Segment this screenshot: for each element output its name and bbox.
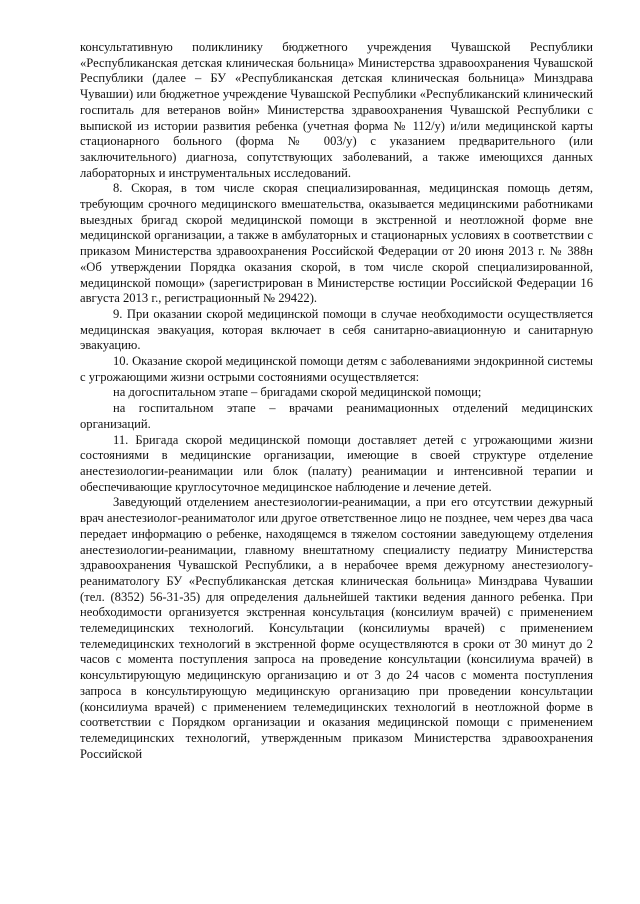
paragraph-item-10: 10. Оказание скорой медицинской помощи детям с заболеваниями эндокринной системы с угрожающими жизни острыми состояниями осуществляется:	[80, 354, 593, 384]
paragraph-head-of-department: Заведующий отделением анестезиологии-реанимации, а при его отсутствии дежурный врач анестезиолог-реаниматолог или другое ответственное лицо не позднее, чем через два часа передает информацию о ребенке, находящемся в тяжелом состоянии заведующему отделения анестезиологии-реанимации, главному внештатному специалисту педиатру Министерства здравоохранения Чувашской Республики, а в нерабочее время дежурному анестезиологу-реаниматологу БУ «Республиканская детская клиническая больница» Минздрава Чувашии (тел. (8352) 56-31-35) для определения дальнейшей тактики ведения данного ребенка. При необходимости организуется экстренная консультация (консилиум врачей) с применением телемедицинских технологий. Консультации (консилиумы врачей) с применением телемедицинских технологий в экстренной форме осуществляются в сроки от 30 минут до 2 часов с момента поступления запроса на проведение консультации (консилиума врачей) в консультирующую медицинскую организацию и от 3 до 24 часов с момента поступления запроса в консультирующую медицинскую организацию при проведении консультации (консилиума врачей) с применением телемедицинских технологий в неотложной форме в соответствии с Порядком организации и оказания медицинской помощи с применением телемедицинских технологий, утвержденным приказом Министерства здравоохранения Российской	[80, 495, 593, 761]
document-page	[80, 40, 593, 762]
paragraph-item-11: 11. Бригада скорой медицинской помощи доставляет детей с угрожающими жизни состояниями в медицинские организации, имеющие в своей структуре отделение анестезиологии-реанимации или блок (палату) реанимации и интенсивной терапии и обеспечивающие круглосуточное медицинское наблюдение и лечение детей.	[80, 432, 593, 494]
paragraph-prehospital-stage: на догоспитальном этапе – бригадами скорой медицинской помощи;	[113, 385, 482, 400]
paragraph-hospital-stage: на госпитальном этапе – врачами реанимационных отделений медицинских организаций.	[80, 401, 593, 431]
paragraph-item-9: 9. При оказании скорой медицинской помощи в случае необходимости осуществляется медицинская эвакуация, которая включает в себя санитарно-авиационную и санитарную эвакуацию.	[80, 306, 593, 353]
paragraph-referral-continuation: консультативную поликлинику бюджетного учреждения Чувашской Республики «Республиканская детская клиническая больница» Министерства здравоохранения Чувашской Республики (далее – БУ «Республиканская детская клиническая больница» Минздрава Чувашии) или бюджетное учреждение Чувашской Республики «Республиканский клинический госпиталь для ветеранов войн» Министерства здравоохранения Чувашской Республики с выпиской из истории развития ребенка (учетная форма № 112/у) и/или медицинской карты стационарного больного (форма № 003/у) с указанием предварительного (или заключительного) диагноза, сопутствующих заболеваний, а также имеющихся данных лабораторных и инструментальных исследований.	[80, 40, 593, 180]
paragraph-item-8: 8. Скорая, в том числе скорая специализированная, медицинская помощь детям, требующим срочного медицинского вмешательства, оказывается медицинскими работниками выездных бригад скорой медицинской помощи в экстренной и неотложной форме вне медицинской организации, а также в амбулаторных и стационарных условиях в соответствии с приказом Министерства здравоохранения Российской Федерации от 20 июня 2013 г. № 388н «Об утверждении Порядка оказания скорой, в том числе скорой специализированной, медицинской помощи» (зарегистрирован в Министерстве юстиции Российской Федерации 16 августа 2013 г., регистрационный № 29422).	[80, 181, 593, 306]
